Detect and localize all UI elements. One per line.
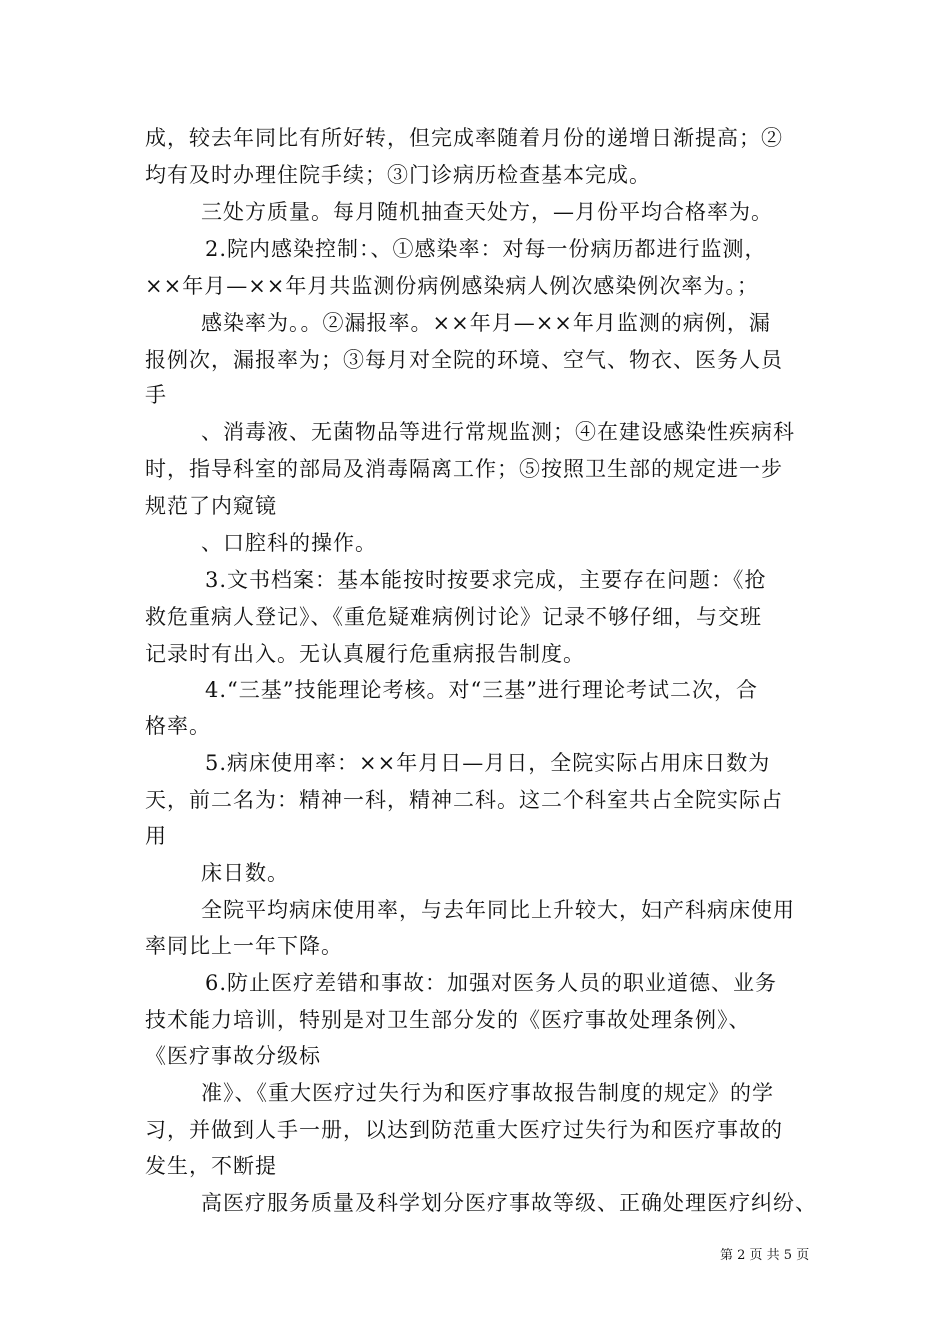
text-line: 5.病床使用率：××年月日—月日，全院实际占用床日数为 (205, 751, 771, 775)
text-line: 6.防止医疗差错和事故：加强对医务人员的职业道德、业务 (205, 971, 778, 995)
text-line: 《医疗事故分级标 (145, 1044, 321, 1068)
text-line: 全院平均病床使用率，与去年同比上升较大，妇产科病床使用 (201, 898, 795, 922)
text-line: 4.“三基”技能理论考核。对“三基”进行理论考试二次，合 (205, 678, 758, 702)
text-line: 高医疗服务质量及科学划分医疗事故等级、正确处理医疗纠纷、 (201, 1191, 817, 1215)
text-line: 三处方质量。每月随机抽查天处方，—月份平均合格率为。 (201, 200, 773, 224)
text-line: 率同比上一年下降。 (145, 934, 343, 958)
text-line: 床日数。 (201, 861, 289, 885)
text-line: 感染率为。。②漏报率。××年月—××年月监测的病例，漏 (201, 311, 771, 335)
text-line: 手 (145, 383, 167, 407)
text-line: 3.文书档案：基本能按时按要求完成，主要存在问题：《抢 (205, 568, 767, 592)
text-line: 、口腔科的操作。 (201, 531, 377, 555)
text-line: 均有及时办理住院手续；③门诊病历检查基本完成。 (145, 163, 651, 187)
page-number: 第 2 页 共 5 页 (720, 1248, 810, 1263)
text-line: 时，指导科室的部局及消毒隔离工作；⑤按照卫生部的规定进一步 (145, 457, 783, 481)
text-line: 规范了内窥镜 (145, 494, 277, 518)
text-line: 用 (145, 824, 167, 848)
text-line: 习，并做到人手一册，以达到防范重大医疗过失行为和医疗事故的 (145, 1118, 783, 1142)
text-line: 准》、《重大医疗过失行为和医疗事故报告制度的规定》的学 (201, 1081, 774, 1105)
text-line: 成，较去年同比有所好转，但完成率随着月份的递增日渐提高；② (145, 126, 783, 150)
text-line: 格率。 (145, 714, 211, 738)
text-line: 天，前二名为：精神一科，精神二科。这二个科室共占全院实际占 (145, 788, 783, 812)
text-line: 救危重病人登记》、《重危疑难病例讨论》记录不够仔细，与交班 (145, 605, 762, 629)
text-line: 记录时有出入。无认真履行危重病报告制度。 (145, 642, 585, 666)
text-line: 技术能力培训，特别是对卫生部分发的《医疗事故处理条例》、 (145, 1008, 751, 1032)
text-line: ××年月—××年月共监测份病例感染病人例次感染例次率为。； (145, 274, 759, 298)
text-line: 2.院内感染控制：、①感染率：对每一份病历都进行监测， (205, 237, 767, 261)
text-line: 发生，不断提 (145, 1154, 277, 1178)
text-line: 、消毒液、无菌物品等进行常规监测；④在建设感染性疾病科 (201, 420, 795, 444)
text-line: 报例次，漏报率为；③每月对全院的环境、空气、物衣、医务人员 (145, 348, 783, 372)
